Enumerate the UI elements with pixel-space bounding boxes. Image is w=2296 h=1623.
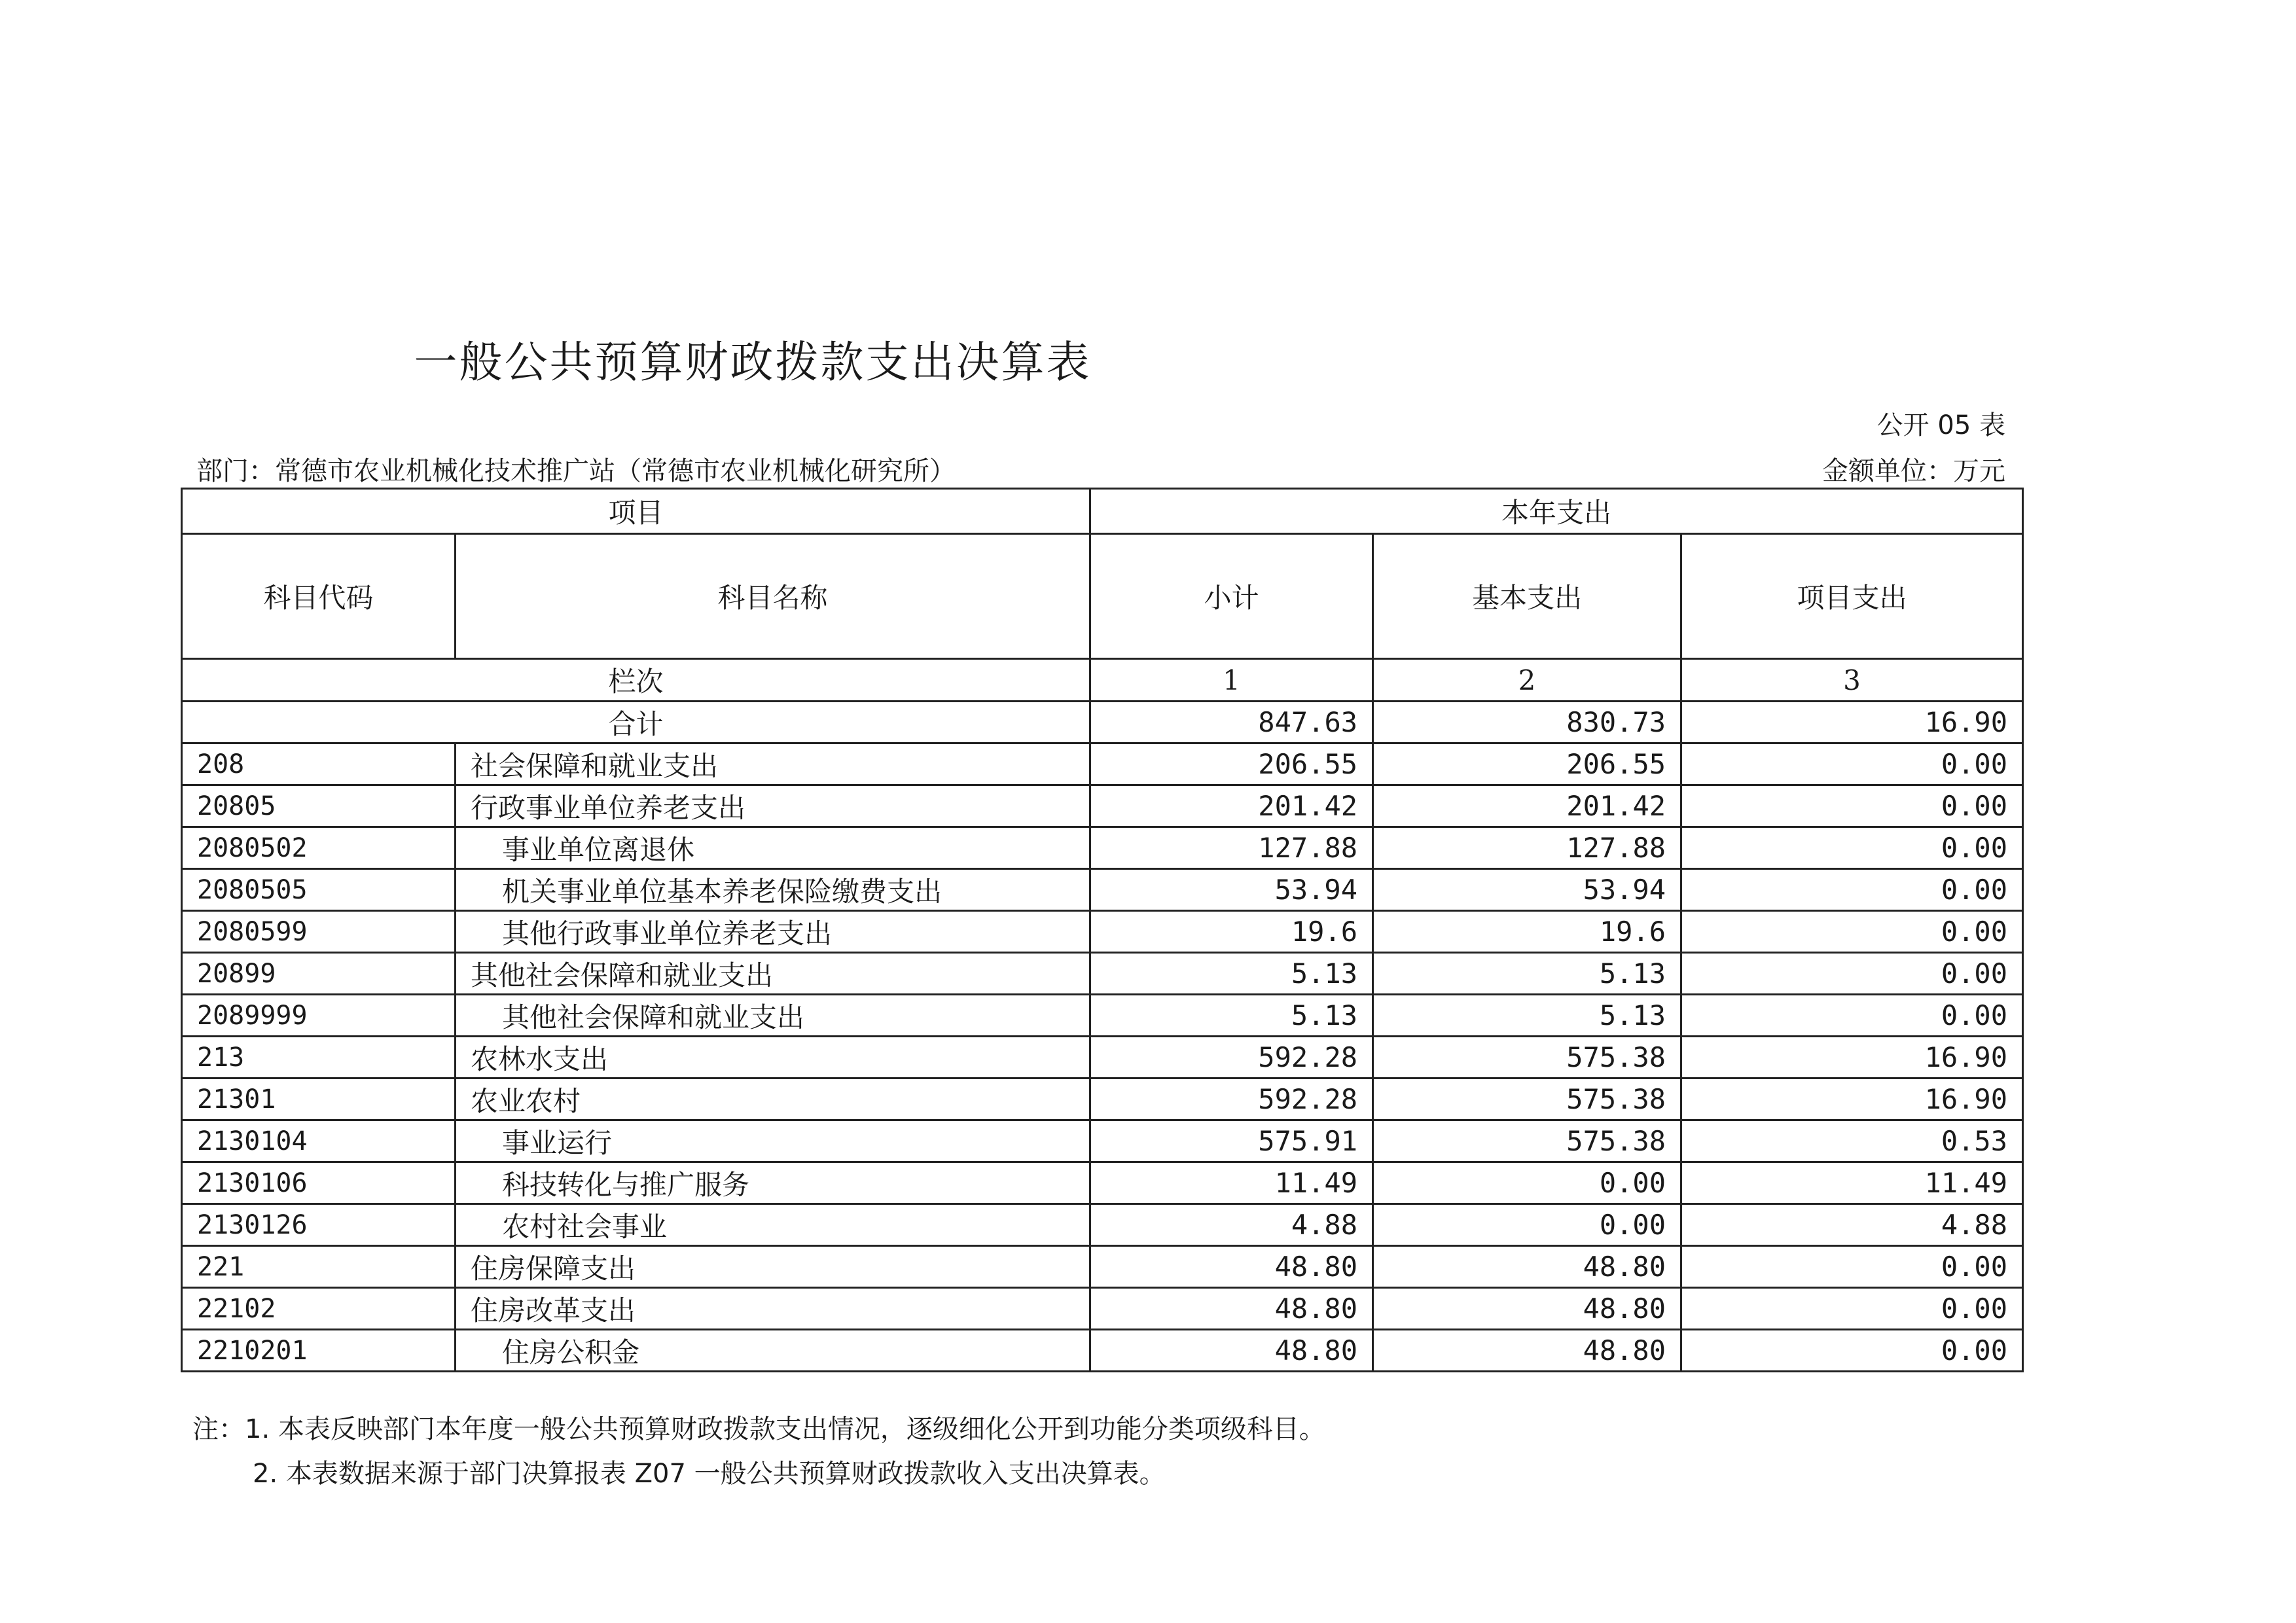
page-title: 一般公共预算财政拨款支出决算表 (414, 337, 1092, 387)
table-row (182, 1330, 2023, 1372)
row-name: 住房改革支出 (456, 1288, 1090, 1330)
row-code: 2089999 (182, 995, 456, 1037)
column-index-row (182, 659, 2023, 702)
total-label: 合计 (182, 702, 1090, 743)
row-basic: 575.38 (1373, 1079, 1681, 1120)
table-row (182, 995, 2023, 1037)
row-project: 0.00 (1681, 953, 2023, 995)
row-code: 21301 (182, 1079, 456, 1120)
header-project-exp: 项目支出 (1681, 534, 2023, 659)
row-basic: 5.13 (1373, 953, 1681, 995)
row-code: 2130106 (182, 1162, 456, 1204)
row-code: 2210201 (182, 1330, 456, 1372)
table-row (182, 911, 2023, 953)
row-code: 20805 (182, 785, 456, 827)
expenditure-table (181, 488, 2024, 1372)
row-code: 2130126 (182, 1204, 456, 1246)
row-basic: 19.6 (1373, 911, 1681, 953)
row-code: 2080505 (182, 869, 456, 911)
row-project: 0.00 (1681, 1246, 2023, 1288)
form-number: 公开 05 表 (1876, 410, 2005, 440)
header-current-year: 本年支出 (1090, 489, 2023, 534)
row-name: 行政事业单位养老支出 (456, 785, 1090, 827)
row-basic: 127.88 (1373, 827, 1681, 869)
row-code: 20899 (182, 953, 456, 995)
table-row (182, 1246, 2023, 1288)
table-row (182, 1120, 2023, 1162)
row-name: 社会保障和就业支出 (456, 743, 1090, 785)
header-basic: 基本支出 (1373, 534, 1681, 659)
row-code: 208 (182, 743, 456, 785)
row-name: 机关事业单位基本养老保险缴费支出 (456, 869, 1090, 911)
row-project: 0.00 (1681, 911, 2023, 953)
header-code: 科目代码 (182, 534, 456, 659)
row-subtotal: 4.88 (1090, 1204, 1373, 1246)
unit-label: 金额单位：万元 (1822, 456, 2005, 486)
row-name: 其他行政事业单位养老支出 (456, 911, 1090, 953)
total-row (182, 702, 2023, 743)
row-basic: 201.42 (1373, 785, 1681, 827)
row-name: 事业运行 (456, 1120, 1090, 1162)
row-basic: 575.38 (1373, 1120, 1681, 1162)
row-subtotal: 5.13 (1090, 995, 1373, 1037)
table-row (182, 1204, 2023, 1246)
row-subtotal: 48.80 (1090, 1288, 1373, 1330)
column-index-3: 3 (1681, 659, 2023, 702)
row-subtotal: 48.80 (1090, 1246, 1373, 1288)
row-basic: 48.80 (1373, 1330, 1681, 1372)
footnote-2: 2. 本表数据来源于部门决算报表 Z07 一般公共预算财政拨款收入支出决算表。 (253, 1459, 1166, 1489)
row-basic: 0.00 (1373, 1162, 1681, 1204)
department-label: 部门：常德市农业机械化技术推广站（常德市农业机械化研究所） (196, 456, 956, 486)
row-basic: 48.80 (1373, 1288, 1681, 1330)
row-code: 2130104 (182, 1120, 456, 1162)
total-project: 16.90 (1681, 702, 2023, 743)
row-subtotal: 575.91 (1090, 1120, 1373, 1162)
row-subtotal: 592.28 (1090, 1079, 1373, 1120)
row-project: 16.90 (1681, 1079, 2023, 1120)
table-row (182, 743, 2023, 785)
row-project: 0.00 (1681, 1330, 2023, 1372)
table-row (182, 953, 2023, 995)
row-name: 其他社会保障和就业支出 (456, 995, 1090, 1037)
row-basic: 53.94 (1373, 869, 1681, 911)
row-project: 0.00 (1681, 743, 2023, 785)
row-basic: 206.55 (1373, 743, 1681, 785)
row-project: 0.00 (1681, 827, 2023, 869)
row-code: 213 (182, 1037, 456, 1079)
row-name: 农业农村 (456, 1079, 1090, 1120)
row-project: 0.53 (1681, 1120, 2023, 1162)
table-row (182, 785, 2023, 827)
column-index-2: 2 (1373, 659, 1681, 702)
footnote-1: 注：1. 本表反映部门本年度一般公共预算财政拨款支出情况，逐级细化公开到功能分类项级科目。 (192, 1414, 1325, 1444)
row-basic: 5.13 (1373, 995, 1681, 1037)
header-subtotal: 小计 (1090, 534, 1373, 659)
table-row (182, 1037, 2023, 1079)
table-row (182, 869, 2023, 911)
total-basic: 830.73 (1373, 702, 1681, 743)
row-subtotal: 5.13 (1090, 953, 1373, 995)
header-project: 项目 (182, 489, 1090, 534)
column-index-label: 栏次 (182, 659, 1090, 702)
row-name: 农村社会事业 (456, 1204, 1090, 1246)
row-basic: 48.80 (1373, 1246, 1681, 1288)
row-subtotal: 53.94 (1090, 869, 1373, 911)
row-subtotal: 206.55 (1090, 743, 1373, 785)
row-subtotal: 19.6 (1090, 911, 1373, 953)
table-row (182, 1079, 2023, 1120)
table-row (182, 1162, 2023, 1204)
row-code: 22102 (182, 1288, 456, 1330)
row-subtotal: 201.42 (1090, 785, 1373, 827)
row-name: 住房公积金 (456, 1330, 1090, 1372)
row-code: 2080599 (182, 911, 456, 953)
row-project: 0.00 (1681, 1288, 2023, 1330)
footnotes (192, 1407, 1325, 1496)
row-basic: 0.00 (1373, 1204, 1681, 1246)
total-subtotal: 847.63 (1090, 702, 1373, 743)
row-project: 11.49 (1681, 1162, 2023, 1204)
row-name: 事业单位离退休 (456, 827, 1090, 869)
row-subtotal: 592.28 (1090, 1037, 1373, 1079)
row-project: 16.90 (1681, 1037, 2023, 1079)
header-name: 科目名称 (456, 534, 1090, 659)
column-index-1: 1 (1090, 659, 1373, 702)
row-name: 农林水支出 (456, 1037, 1090, 1079)
row-name: 住房保障支出 (456, 1246, 1090, 1288)
row-name: 科技转化与推广服务 (456, 1162, 1090, 1204)
row-code: 221 (182, 1246, 456, 1288)
header-row-1 (182, 489, 2023, 534)
row-subtotal: 127.88 (1090, 827, 1373, 869)
row-subtotal: 48.80 (1090, 1330, 1373, 1372)
row-project: 0.00 (1681, 995, 2023, 1037)
row-project: 0.00 (1681, 869, 2023, 911)
header-row-2 (182, 534, 2023, 659)
row-code: 2080502 (182, 827, 456, 869)
table-row (182, 827, 2023, 869)
row-project: 4.88 (1681, 1204, 2023, 1246)
row-project: 0.00 (1681, 785, 2023, 827)
table-row (182, 1288, 2023, 1330)
row-basic: 575.38 (1373, 1037, 1681, 1079)
row-name: 其他社会保障和就业支出 (456, 953, 1090, 995)
row-subtotal: 11.49 (1090, 1162, 1373, 1204)
